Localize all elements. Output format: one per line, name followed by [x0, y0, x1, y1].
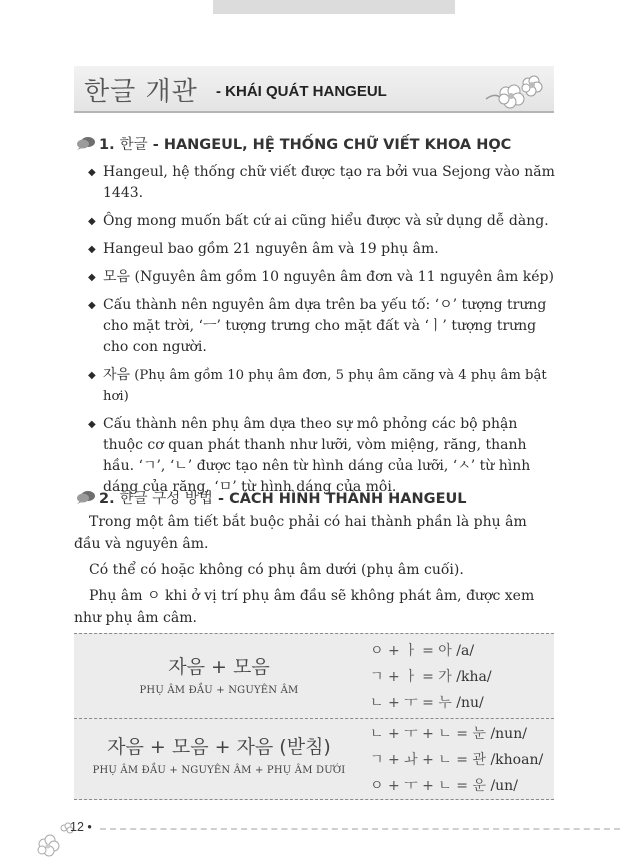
bullet-item: ◆ Ông mong muốn bất cứ ai cũng hiểu được và sử dụng dễ dàng.: [86, 211, 556, 232]
bullet-item: ◆ Hangeul bao gồm 21 nguyên âm và 19 phụ âm.: [86, 239, 556, 260]
bullet-item: ◆ Hangeul, hệ thống chữ viết được tạo ra bởi vua Sejong vào năm 1443.: [88, 164, 555, 201]
section-1-number: 1.: [99, 137, 115, 153]
syllable-formula-table: [74, 633, 554, 800]
formula-caption: PHỤ ÂM ĐẦU + NGUYÊN ÂM: [139, 685, 299, 696]
paragraph: Có thể có hoặc không có phụ âm dưới (phụ âm cuối).: [89, 562, 464, 578]
paragraph: Trong một âm tiết bắt buộc phải có hai thành phần là phụ âm đầu và nguyên âm.: [74, 514, 527, 552]
speech-bubble-icon: [76, 136, 96, 150]
diamond-bullet-icon: ◆: [88, 244, 96, 255]
example-row: ㄱ + ㅏ = 가 /kha/: [370, 669, 492, 685]
section-2-title-vietnamese: - CÁCH HÌNH THÀNH HANGEUL: [218, 491, 467, 507]
bullet-item: ◆ 자음 (Phụ âm gồm 10 phụ âm đơn, 5 phụ âm căng và 4 phụ âm bật hơi): [88, 367, 547, 404]
example-row: ㄴ + ㅜ = 누 /nu/: [370, 695, 484, 711]
speech-bubble-icon: [76, 490, 96, 504]
bullet-item: ◆ Cấu thành nên phụ âm dựa theo sự mô phỏng các bộ phận thuộc cơ quan phát thanh như lưỡi, vòm miệng, răng, thanh hầu. ‘ㄱ’, ‘ㄴ’ được tạo nên từ hình dáng của lưỡi, ‘ㅅ’ từ hình dáng của răng, ‘ㅁ’ từ hình dáng của môi.: [88, 416, 531, 495]
diamond-bullet-icon: ◆: [88, 216, 96, 227]
bullet-item: ◆ Cấu thành nên nguyên âm dựa trên ba yếu tố: ‘ㅇ’ tượng trưng cho mặt trời, ‘ㅡ’ tượng trưng cho mặt đất và ‘ㅣ’ tượng trưng cho con người.: [88, 297, 547, 355]
section-2-heading: [76, 487, 466, 508]
diamond-bullet-icon: ◆: [88, 272, 96, 283]
example-row: ㅇ + ㅜ + ㄴ = 운 /un/: [370, 778, 518, 794]
formula-caption: PHỤ ÂM ĐẦU + NGUYÊN ÂM + PHỤ ÂM DƯỚI: [92, 765, 346, 776]
section-1-heading: [76, 133, 511, 154]
chapter-title-vietnamese: - KHÁI QUÁT HANGEUL: [216, 83, 387, 100]
bullet-keyword: 자음: [103, 367, 131, 383]
example-row: ㅇ + ㅏ = 아 /a/: [370, 643, 475, 659]
section-1-title-korean: 한글: [119, 137, 148, 153]
section-2-title-korean: 한글 구성 방법: [119, 491, 213, 507]
formula-initial-vowel-final: 자음 + 모음 + 자음 (받침): [107, 736, 331, 758]
table-divider: [74, 718, 554, 719]
example-row: ㄱ + ㅘ + ㄴ = 관 /khoan/: [370, 752, 544, 768]
bullet-keyword: 모음: [103, 269, 131, 285]
top-tab-bar: [213, 0, 455, 14]
paragraph: Phụ âm ㅇ khi ở vị trí phụ âm đầu sẽ không phát âm, được xem như phụ âm câm.: [74, 588, 535, 626]
diamond-bullet-icon: ◆: [88, 419, 96, 430]
chapter-title-box: [74, 66, 554, 113]
footer-dashed-line: [100, 828, 620, 830]
section-1-bullet-list: [86, 162, 556, 505]
formula-initial-vowel: 자음 + 모음: [168, 656, 270, 678]
section-1-title-vietnamese: - HANGEUL, HỆ THỐNG CHỮ VIẾT KHOA HỌC: [152, 137, 512, 153]
diamond-bullet-icon: ◆: [88, 167, 96, 178]
section-2-number: 2.: [99, 491, 115, 507]
example-row: ㄴ + ㅜ + ㄴ = 눈 /nun/: [370, 726, 527, 742]
chapter-title-korean: 한글 개관: [84, 77, 198, 107]
flower-decoration-icon: [484, 69, 548, 109]
diamond-bullet-icon: ◆: [88, 300, 96, 311]
diamond-bullet-icon: ◆: [88, 370, 96, 381]
bullet-item: ◆ 모음 (Nguyên âm gồm 10 nguyên âm đơn và 11 nguyên âm kép): [86, 267, 556, 288]
page-number: 12 •: [70, 820, 92, 834]
